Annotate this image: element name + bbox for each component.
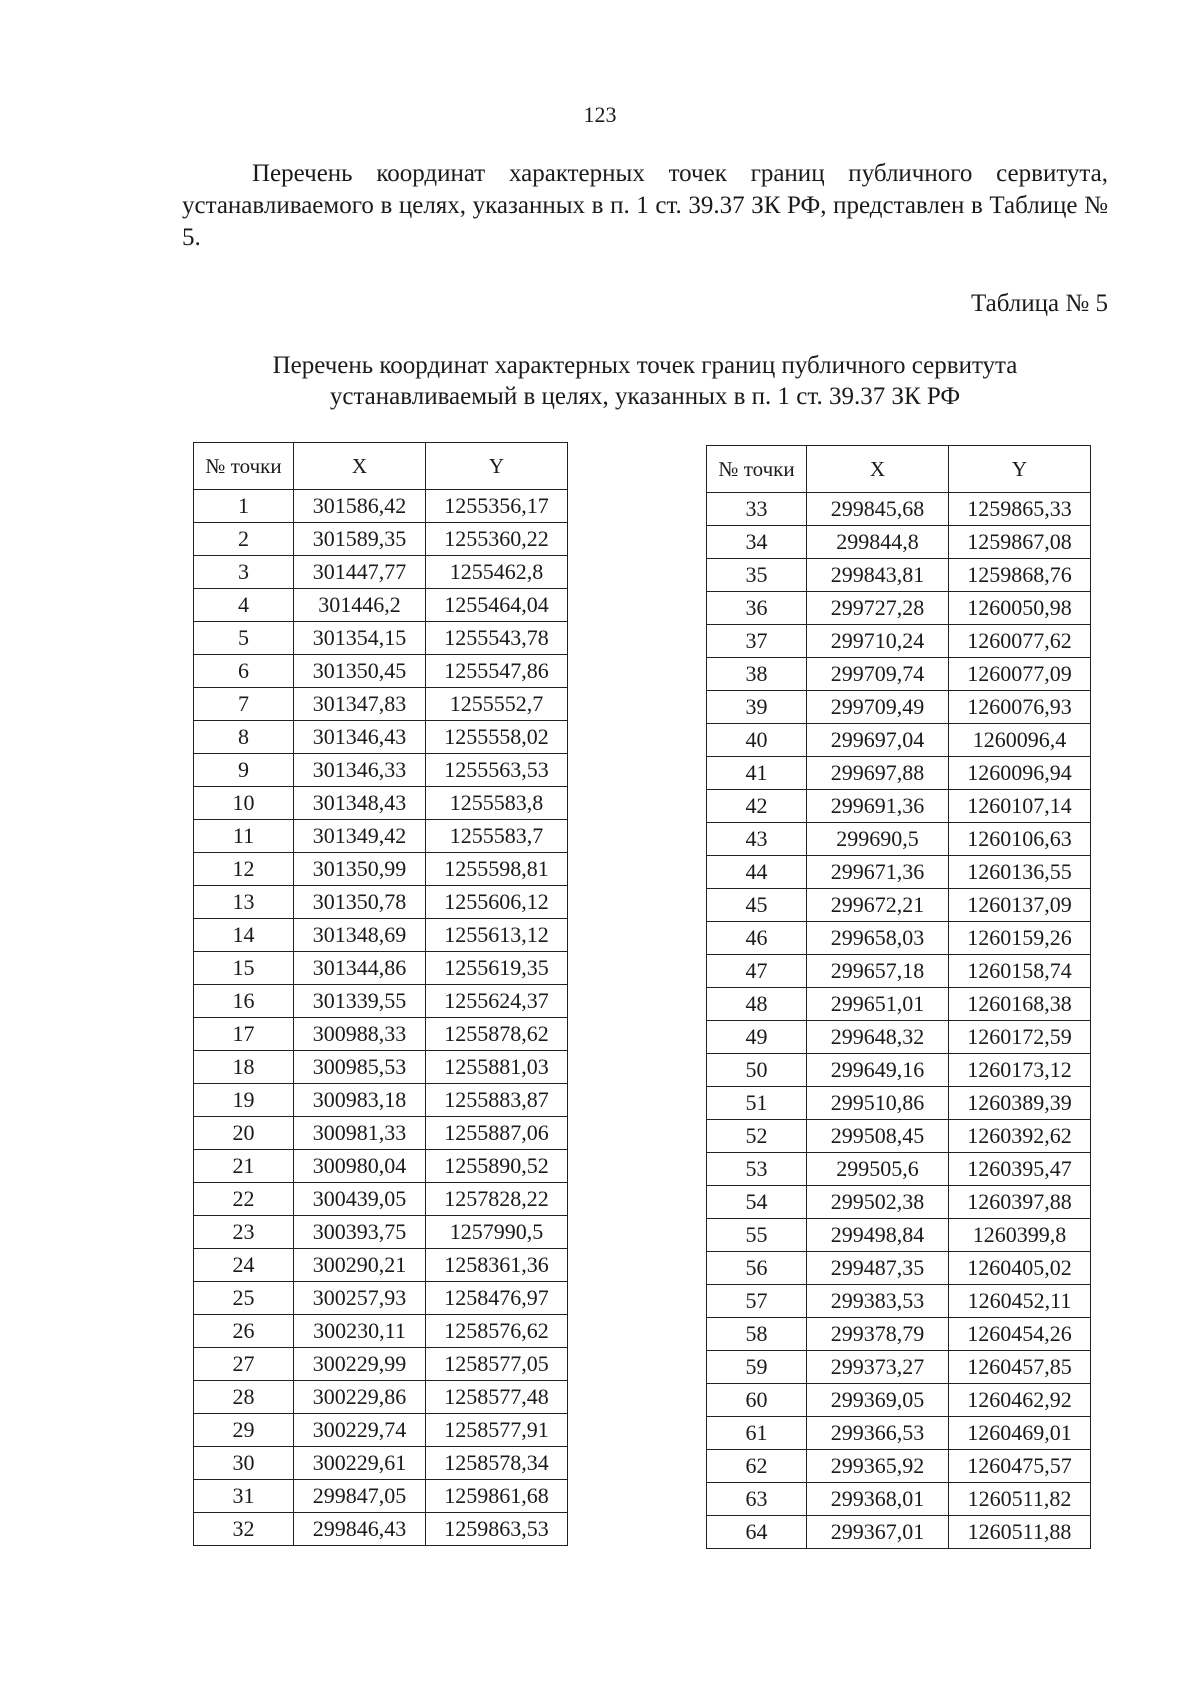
cell-y: 1255583,7: [426, 820, 568, 853]
table-row: [707, 1516, 1091, 1549]
cell-x: 299658,03: [807, 922, 949, 955]
cell-point-number: 57: [707, 1285, 807, 1318]
header-x: X: [807, 446, 949, 493]
cell-x: 301346,33: [294, 754, 426, 787]
cell-point-number: 19: [194, 1084, 294, 1117]
cell-x: 300229,61: [294, 1447, 426, 1480]
table-header-row: [194, 443, 568, 490]
table-row: [194, 985, 568, 1018]
cell-y: 1255558,02: [426, 721, 568, 754]
cell-y: 1260511,82: [949, 1483, 1091, 1516]
cell-x: 300393,75: [294, 1216, 426, 1249]
cell-point-number: 59: [707, 1351, 807, 1384]
cell-y: 1258577,48: [426, 1381, 568, 1414]
cell-point-number: 26: [194, 1315, 294, 1348]
table-caption: [180, 350, 1110, 412]
cell-x: 300229,74: [294, 1414, 426, 1447]
coordinates-table-right: [706, 445, 1091, 1549]
cell-x: 299846,43: [294, 1513, 426, 1546]
cell-point-number: 40: [707, 724, 807, 757]
cell-x: 301349,42: [294, 820, 426, 853]
cell-y: 1255547,86: [426, 655, 568, 688]
cell-point-number: 6: [194, 655, 294, 688]
table-row: [194, 556, 568, 589]
cell-point-number: 10: [194, 787, 294, 820]
table-row: [707, 856, 1091, 889]
cell-point-number: 8: [194, 721, 294, 754]
cell-y: 1260395,47: [949, 1153, 1091, 1186]
cell-point-number: 43: [707, 823, 807, 856]
table-row: [707, 1450, 1091, 1483]
cell-point-number: 25: [194, 1282, 294, 1315]
cell-y: 1255356,17: [426, 490, 568, 523]
cell-point-number: 17: [194, 1018, 294, 1051]
table-row: [707, 559, 1091, 592]
table-row: [707, 1021, 1091, 1054]
cell-y: 1255360,22: [426, 523, 568, 556]
cell-y: 1260096,4: [949, 724, 1091, 757]
caption-line-1: Перечень координат характерных точек границ публичного сервитута: [272, 352, 1018, 379]
table-row: [194, 1480, 568, 1513]
cell-point-number: 56: [707, 1252, 807, 1285]
cell-point-number: 38: [707, 658, 807, 691]
cell-point-number: 36: [707, 592, 807, 625]
header-x: X: [294, 443, 426, 490]
cell-x: 299690,5: [807, 823, 949, 856]
cell-point-number: 41: [707, 757, 807, 790]
table-row: [707, 988, 1091, 1021]
coordinates-table-left: [193, 442, 568, 1546]
cell-point-number: 63: [707, 1483, 807, 1516]
table-row: [707, 922, 1091, 955]
cell-point-number: 14: [194, 919, 294, 952]
cell-point-number: 47: [707, 955, 807, 988]
table-row: [707, 790, 1091, 823]
cell-y: 1255606,12: [426, 886, 568, 919]
cell-x: 301446,2: [294, 589, 426, 622]
cell-x: 299843,81: [807, 559, 949, 592]
table-row: [707, 1219, 1091, 1252]
cell-y: 1255881,03: [426, 1051, 568, 1084]
table-row: [194, 919, 568, 952]
table-row: [707, 1087, 1091, 1120]
table-row: [707, 1351, 1091, 1384]
cell-y: 1255890,52: [426, 1150, 568, 1183]
table-row: [707, 1285, 1091, 1318]
cell-y: 1260159,26: [949, 922, 1091, 955]
table-row: [194, 754, 568, 787]
cell-point-number: 32: [194, 1513, 294, 1546]
cell-y: 1260469,01: [949, 1417, 1091, 1450]
cell-y: 1260454,26: [949, 1318, 1091, 1351]
table-header-row: [707, 446, 1091, 493]
cell-x: 299844,8: [807, 526, 949, 559]
cell-x: 300229,99: [294, 1348, 426, 1381]
table-row: [707, 724, 1091, 757]
cell-point-number: 12: [194, 853, 294, 886]
cell-x: 299651,01: [807, 988, 949, 1021]
cell-y: 1260168,38: [949, 988, 1091, 1021]
cell-point-number: 4: [194, 589, 294, 622]
table-row: [194, 1183, 568, 1216]
table-row: [194, 622, 568, 655]
cell-point-number: 45: [707, 889, 807, 922]
cell-point-number: 53: [707, 1153, 807, 1186]
cell-point-number: 15: [194, 952, 294, 985]
cell-x: 299373,27: [807, 1351, 949, 1384]
cell-y: 1255624,37: [426, 985, 568, 1018]
cell-y: 1255552,7: [426, 688, 568, 721]
cell-y: 1258576,62: [426, 1315, 568, 1348]
cell-x: 299378,79: [807, 1318, 949, 1351]
header-point-number: № точки: [194, 443, 294, 490]
cell-y: 1259865,33: [949, 493, 1091, 526]
table-row: [707, 1318, 1091, 1351]
cell-point-number: 29: [194, 1414, 294, 1447]
cell-point-number: 50: [707, 1054, 807, 1087]
table-row: [194, 1282, 568, 1315]
cell-y: 1260106,63: [949, 823, 1091, 856]
cell-x: 301348,43: [294, 787, 426, 820]
cell-x: 299845,68: [807, 493, 949, 526]
cell-y: 1255878,62: [426, 1018, 568, 1051]
cell-point-number: 31: [194, 1480, 294, 1513]
cell-x: 299709,74: [807, 658, 949, 691]
cell-point-number: 1: [194, 490, 294, 523]
table-label: Таблица № 5: [970, 290, 1108, 317]
cell-point-number: 23: [194, 1216, 294, 1249]
cell-x: 299697,04: [807, 724, 949, 757]
cell-x: 299709,49: [807, 691, 949, 724]
cell-point-number: 37: [707, 625, 807, 658]
header-point-number: № точки: [707, 446, 807, 493]
cell-x: 301348,69: [294, 919, 426, 952]
cell-x: 299367,01: [807, 1516, 949, 1549]
cell-x: 299671,36: [807, 856, 949, 889]
table-row: [707, 955, 1091, 988]
cell-x: 300290,21: [294, 1249, 426, 1282]
table-row: [194, 688, 568, 721]
cell-y: 1260077,09: [949, 658, 1091, 691]
cell-y: 1260392,62: [949, 1120, 1091, 1153]
cell-x: 301350,99: [294, 853, 426, 886]
cell-x: 299365,92: [807, 1450, 949, 1483]
cell-point-number: 33: [707, 493, 807, 526]
table-row: [194, 1381, 568, 1414]
cell-point-number: 52: [707, 1120, 807, 1153]
table-row: [194, 1315, 568, 1348]
cell-x: 301346,43: [294, 721, 426, 754]
cell-x: 300981,33: [294, 1117, 426, 1150]
cell-point-number: 22: [194, 1183, 294, 1216]
cell-y: 1255619,35: [426, 952, 568, 985]
cell-y: 1255883,87: [426, 1084, 568, 1117]
cell-x: 299498,84: [807, 1219, 949, 1252]
cell-point-number: 46: [707, 922, 807, 955]
table-row: [194, 952, 568, 985]
cell-x: 301339,55: [294, 985, 426, 1018]
cell-x: 299366,53: [807, 1417, 949, 1450]
cell-y: 1257990,5: [426, 1216, 568, 1249]
cell-x: 301350,45: [294, 655, 426, 688]
table-row: [194, 820, 568, 853]
cell-y: 1260096,94: [949, 757, 1091, 790]
cell-point-number: 55: [707, 1219, 807, 1252]
table-row: [707, 1054, 1091, 1087]
cell-point-number: 5: [194, 622, 294, 655]
cell-y: 1260050,98: [949, 592, 1091, 625]
cell-y: 1259863,53: [426, 1513, 568, 1546]
cell-x: 301347,83: [294, 688, 426, 721]
cell-y: 1260462,92: [949, 1384, 1091, 1417]
table-row: [707, 1252, 1091, 1285]
cell-x: 299672,21: [807, 889, 949, 922]
cell-point-number: 28: [194, 1381, 294, 1414]
cell-x: 299383,53: [807, 1285, 949, 1318]
cell-point-number: 27: [194, 1348, 294, 1381]
cell-y: 1255563,53: [426, 754, 568, 787]
cell-x: 299727,28: [807, 592, 949, 625]
table-row: [194, 721, 568, 754]
cell-y: 1258578,34: [426, 1447, 568, 1480]
table-row: [707, 625, 1091, 658]
cell-y: 1258361,36: [426, 1249, 568, 1282]
cell-point-number: 51: [707, 1087, 807, 1120]
cell-point-number: 35: [707, 559, 807, 592]
cell-x: 300985,53: [294, 1051, 426, 1084]
cell-x: 299648,32: [807, 1021, 949, 1054]
cell-x: 301350,78: [294, 886, 426, 919]
cell-x: 299502,38: [807, 1186, 949, 1219]
table-row: [194, 1348, 568, 1381]
cell-point-number: 44: [707, 856, 807, 889]
cell-y: 1259861,68: [426, 1480, 568, 1513]
cell-x: 301344,86: [294, 952, 426, 985]
table-row: [707, 1186, 1091, 1219]
table-row: [194, 523, 568, 556]
cell-x: 301586,42: [294, 490, 426, 523]
cell-point-number: 20: [194, 1117, 294, 1150]
cell-y: 1260452,11: [949, 1285, 1091, 1318]
cell-point-number: 39: [707, 691, 807, 724]
table-row: [194, 1150, 568, 1183]
cell-y: 1260399,8: [949, 1219, 1091, 1252]
cell-x: 300257,93: [294, 1282, 426, 1315]
cell-y: 1257828,22: [426, 1183, 568, 1216]
cell-x: 301354,15: [294, 622, 426, 655]
cell-y: 1255583,8: [426, 787, 568, 820]
cell-point-number: 13: [194, 886, 294, 919]
cell-x: 300229,86: [294, 1381, 426, 1414]
table-row: [707, 757, 1091, 790]
cell-point-number: 49: [707, 1021, 807, 1054]
table-row: [707, 1384, 1091, 1417]
cell-point-number: 7: [194, 688, 294, 721]
cell-point-number: 61: [707, 1417, 807, 1450]
cell-point-number: 11: [194, 820, 294, 853]
cell-y: 1255613,12: [426, 919, 568, 952]
cell-x: 299505,6: [807, 1153, 949, 1186]
cell-point-number: 62: [707, 1450, 807, 1483]
intro-paragraph: Перечень координат характерных точек границ публичного сервитута, устанавливаемого в целях, указанных в п. 1 ст. 39.37 ЗК РФ, представлен в Таблице № 5.: [182, 160, 1108, 251]
table-row: [194, 655, 568, 688]
cell-y: 1255598,81: [426, 853, 568, 886]
cell-point-number: 34: [707, 526, 807, 559]
cell-x: 299847,05: [294, 1480, 426, 1513]
cell-x: 300439,05: [294, 1183, 426, 1216]
table-row: [707, 1153, 1091, 1186]
cell-y: 1255462,8: [426, 556, 568, 589]
cell-y: 1260172,59: [949, 1021, 1091, 1054]
table-row: [707, 889, 1091, 922]
table-body-left: [194, 490, 568, 1546]
table-row: [194, 1447, 568, 1480]
table-row: [707, 1417, 1091, 1450]
table-row: [707, 592, 1091, 625]
table-row: [194, 1051, 568, 1084]
cell-y: 1258577,91: [426, 1414, 568, 1447]
cell-y: 1260076,93: [949, 691, 1091, 724]
cell-point-number: 60: [707, 1384, 807, 1417]
table-row: [194, 1513, 568, 1546]
cell-x: 299657,18: [807, 955, 949, 988]
cell-x: 299649,16: [807, 1054, 949, 1087]
table-row: [194, 1249, 568, 1282]
page-number: 123: [583, 102, 617, 127]
cell-y: 1260158,74: [949, 955, 1091, 988]
table-row: [707, 823, 1091, 856]
cell-point-number: 64: [707, 1516, 807, 1549]
cell-x: 300230,11: [294, 1315, 426, 1348]
table-row: [194, 1117, 568, 1150]
table-row: [194, 490, 568, 523]
cell-y: 1258476,97: [426, 1282, 568, 1315]
cell-y: 1255543,78: [426, 622, 568, 655]
caption-line-2: устанавливаемый в целях, указанных в п. 1 ст. 39.37 ЗК РФ: [329, 383, 961, 410]
cell-point-number: 30: [194, 1447, 294, 1480]
cell-y: 1260136,55: [949, 856, 1091, 889]
cell-x: 300980,04: [294, 1150, 426, 1183]
cell-point-number: 2: [194, 523, 294, 556]
cell-point-number: 18: [194, 1051, 294, 1084]
table-row: [194, 1018, 568, 1051]
cell-y: 1260077,62: [949, 625, 1091, 658]
cell-x: 300988,33: [294, 1018, 426, 1051]
table-row: [194, 853, 568, 886]
cell-point-number: 54: [707, 1186, 807, 1219]
table-row: [707, 1120, 1091, 1153]
cell-y: 1260397,88: [949, 1186, 1091, 1219]
cell-x: 301447,77: [294, 556, 426, 589]
cell-point-number: 58: [707, 1318, 807, 1351]
cell-x: 300983,18: [294, 1084, 426, 1117]
cell-y: 1260107,14: [949, 790, 1091, 823]
cell-y: 1259867,08: [949, 526, 1091, 559]
cell-y: 1259868,76: [949, 559, 1091, 592]
cell-x: 299697,88: [807, 757, 949, 790]
cell-y: 1260457,85: [949, 1351, 1091, 1384]
cell-point-number: 24: [194, 1249, 294, 1282]
table-row: [707, 658, 1091, 691]
cell-point-number: 42: [707, 790, 807, 823]
cell-y: 1260137,09: [949, 889, 1091, 922]
table-row: [194, 1216, 568, 1249]
cell-x: 299710,24: [807, 625, 949, 658]
cell-point-number: 16: [194, 985, 294, 1018]
table-row: [707, 526, 1091, 559]
header-y: Y: [949, 446, 1091, 493]
cell-x: 299368,01: [807, 1483, 949, 1516]
cell-x: 299487,35: [807, 1252, 949, 1285]
cell-y: 1258577,05: [426, 1348, 568, 1381]
table-row: [194, 787, 568, 820]
cell-y: 1260405,02: [949, 1252, 1091, 1285]
cell-y: 1260173,12: [949, 1054, 1091, 1087]
table-row: [707, 493, 1091, 526]
cell-point-number: 21: [194, 1150, 294, 1183]
header-y: Y: [426, 443, 568, 490]
cell-y: 1255887,06: [426, 1117, 568, 1150]
table-row: [194, 1414, 568, 1447]
table-row: [707, 691, 1091, 724]
cell-y: 1255464,04: [426, 589, 568, 622]
cell-point-number: 9: [194, 754, 294, 787]
table-row: [707, 1483, 1091, 1516]
cell-y: 1260389,39: [949, 1087, 1091, 1120]
cell-x: 299691,36: [807, 790, 949, 823]
cell-point-number: 3: [194, 556, 294, 589]
cell-y: 1260475,57: [949, 1450, 1091, 1483]
table-row: [194, 589, 568, 622]
cell-x: 301589,35: [294, 523, 426, 556]
cell-x: 299510,86: [807, 1087, 949, 1120]
table-row: [194, 886, 568, 919]
cell-y: 1260511,88: [949, 1516, 1091, 1549]
table-row: [194, 1084, 568, 1117]
cell-x: 299369,05: [807, 1384, 949, 1417]
cell-point-number: 48: [707, 988, 807, 1021]
cell-x: 299508,45: [807, 1120, 949, 1153]
table-body-right: [707, 493, 1091, 1549]
